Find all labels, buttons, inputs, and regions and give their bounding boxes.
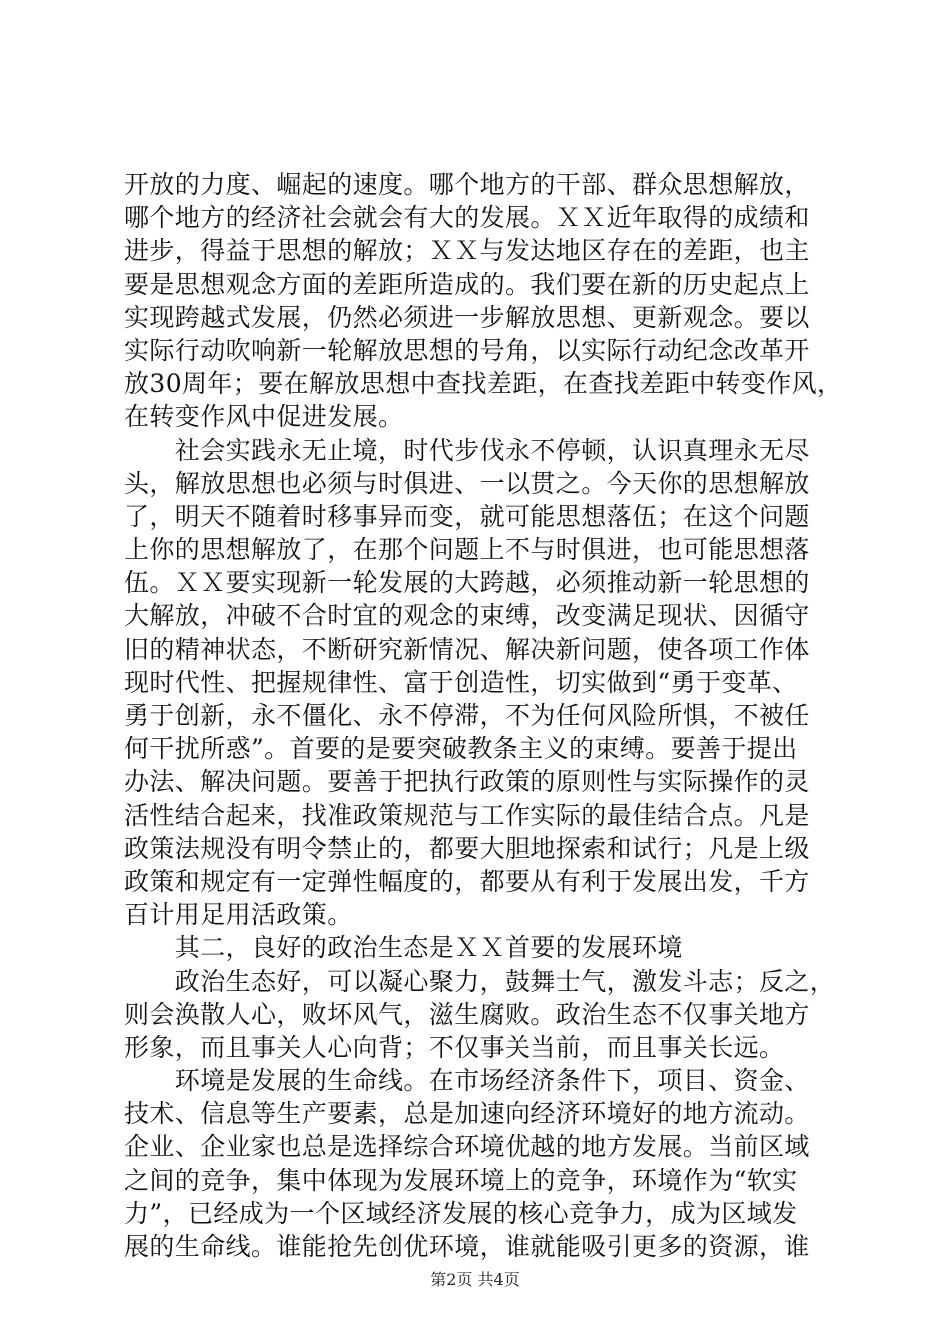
text-line: 技术、信息等生产要素，总是加速向经济环境好的地方流动。 bbox=[124, 1099, 810, 1129]
text-line: 企业、企业家也总是选择综合环境优越的地方发展。当前区域 bbox=[124, 1132, 810, 1162]
section-heading: 其二，良好的政治生态是ＸＸ首要的发展环境 bbox=[124, 933, 683, 963]
text-line: 实现跨越式发展，仍然必须进一步解放思想、更新观念。要以 bbox=[124, 302, 810, 332]
text-line: 之间的竞争，集中体现为发展环境上的竞争，环境作为“软实 bbox=[124, 1165, 798, 1195]
text-line: 则会涣散人心，败坏风气，滋生腐败。政治生态不仅事关地方 bbox=[124, 999, 810, 1029]
text-line: 头，解放思想也必须与时俱进、一以贯之。今天你的思想解放 bbox=[124, 468, 810, 498]
text-line: 实际行动吹响新一轮解放思想的号角，以实际行动纪念改革开 bbox=[124, 335, 810, 365]
text-line: 环境是发展的生命线。在市场经济条件下，项目、资金、 bbox=[124, 1066, 810, 1096]
page-number-footer: 第2页 共4页 bbox=[430, 1270, 520, 1289]
text-line: 政治生态好，可以凝心聚力，鼓舞士气，激发斗志；反之， bbox=[124, 966, 836, 996]
text-line: 何干扰所惑”。首要的是要突破教条主义的束缚。要善于提出 bbox=[124, 734, 798, 764]
text-line: 旧的精神状态，不断研究新情况、解决新问题，使各项工作体 bbox=[124, 634, 810, 664]
text-line: 现时代性、把握规律性、富于创造性，切实做到“勇于变革、 bbox=[124, 667, 798, 697]
text-line: 活性结合起来，找准政策规范与工作实际的最佳结合点。凡是 bbox=[124, 800, 810, 830]
text-line: 社会实践永无止境，时代步伐永不停顿，认识真理永无尽 bbox=[124, 435, 810, 465]
text-line: 哪个地方的经济社会就会有大的发展。ＸＸ近年取得的成绩和 bbox=[124, 203, 810, 233]
text-line: 伍。ＸＸ要实现新一轮发展的大跨越，必须推动新一轮思想的 bbox=[124, 568, 810, 598]
text-line: 开放的力度、崛起的速度。哪个地方的干部、群众思想解放， bbox=[124, 170, 810, 199]
text-line: 放30周年；要在解放思想中查找差距，在查找差距中转变作风， bbox=[124, 369, 843, 399]
text-line: 百计用足用活政策。 bbox=[124, 900, 353, 930]
text-line: 进步，得益于思想的解放；ＸＸ与发达地区存在的差距，也主 bbox=[124, 236, 810, 266]
body-text bbox=[124, 168, 844, 1263]
text-line: 大解放，冲破不合时宜的观念的束缚，改变满足现状、因循守 bbox=[124, 601, 810, 631]
text-line: 政策和规定有一定弹性幅度的，都要从有利于发展出发，千方 bbox=[124, 866, 810, 896]
text-line: 政策法规没有明令禁止的，都要大胆地探索和试行；凡是上级 bbox=[124, 833, 810, 863]
text-line: 在转变作风中促进发展。 bbox=[124, 402, 404, 432]
text-line: 了，明天不随着时移事异而变，就可能思想落伍；在这个问题 bbox=[124, 501, 810, 531]
text-line: 勇于创新，永不僵化、永不停滞，不为任何风险所惧，不被任 bbox=[124, 701, 810, 730]
text-line: 办法、解决问题。要善于把执行政策的原则性与实际操作的灵 bbox=[124, 767, 810, 797]
text-line: 展的生命线。谁能抢先创优环境，谁就能吸引更多的资源，谁 bbox=[124, 1232, 810, 1261]
text-line: 力”，已经成为一个区域经济发展的核心竞争力，成为区域发 bbox=[124, 1198, 798, 1228]
text-line: 要是思想观念方面的差距所造成的。我们要在新的历史起点上 bbox=[124, 269, 810, 299]
text-line: 形象，而且事关人心向背；不仅事关当前，而且事关长远。 bbox=[124, 1032, 785, 1062]
text-line: 上你的思想解放了，在那个问题上不与时俱进，也可能思想落 bbox=[124, 535, 810, 565]
